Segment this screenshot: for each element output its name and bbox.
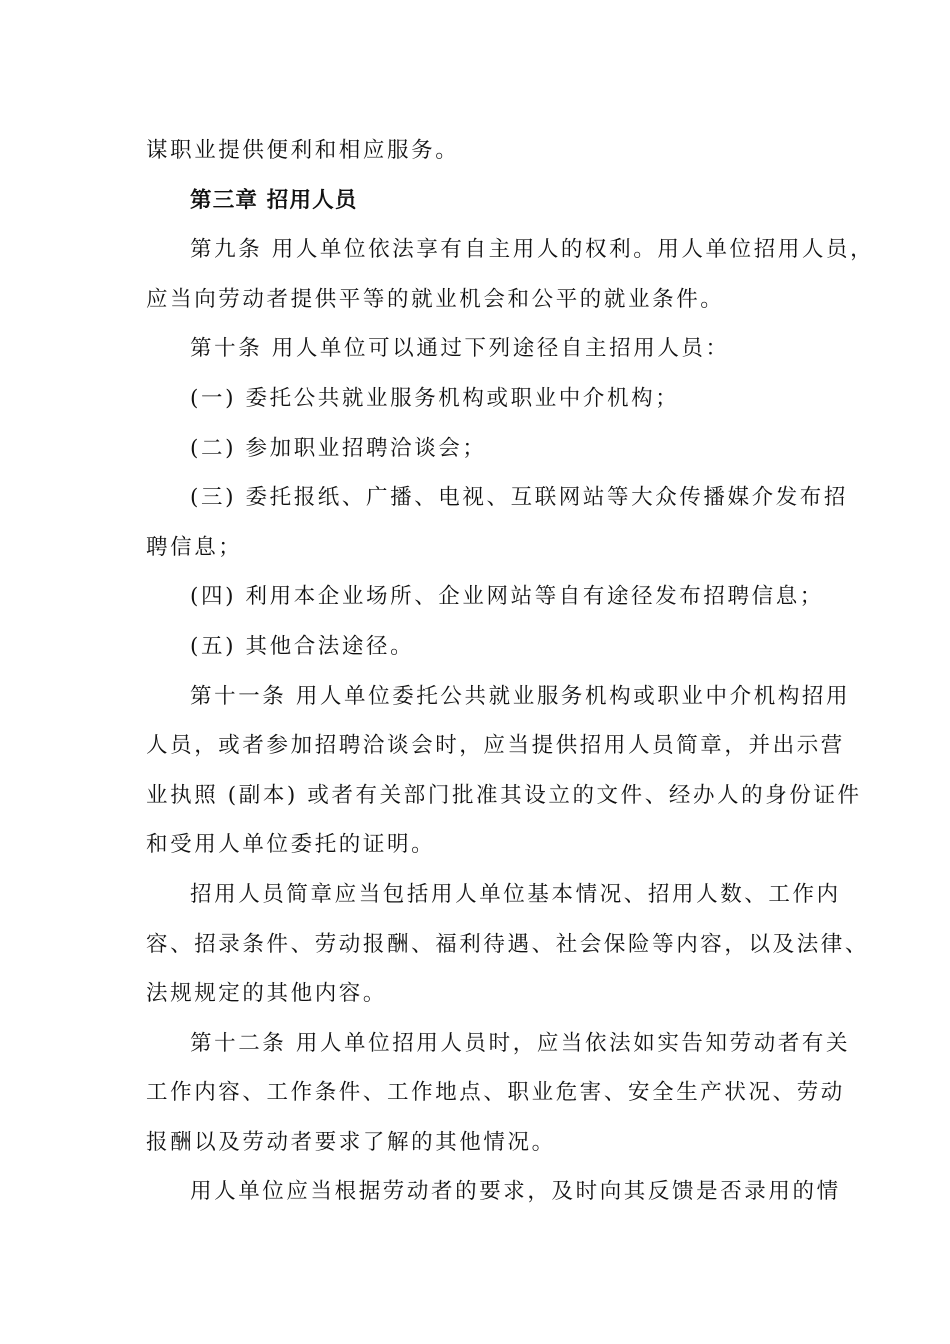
text-line: 第十条 用人单位可以通过下列途径自主招用人员：: [190, 336, 730, 362]
text-line: 业执照 (副本) 或者有关部门批准其设立的文件、经办人的身份证件: [146, 782, 862, 808]
text-line: 谋职业提供便利和相应服务。: [146, 138, 460, 163]
text-line: (五) 其他合法途径。: [190, 633, 415, 659]
text-line: 第九条 用人单位依法享有自主用人的权利。用人单位招用人员，: [190, 237, 875, 263]
text-line: 和受用人单位委托的证明。: [146, 832, 436, 858]
text-line: 人员，或者参加招聘洽谈会时，应当提供招用人员简章，并出示营: [146, 733, 845, 759]
text-line: (二) 参加职业招聘洽谈会；: [190, 435, 487, 461]
text-line: 应当向劳动者提供平等的就业机会和公平的就业条件。: [146, 286, 725, 312]
text-line: 容、招录条件、劳动报酬、福利待遇、社会保险等内容，以及法律、: [146, 931, 870, 957]
text-line: 报酬以及劳动者要求了解的其他情况。: [146, 1129, 556, 1155]
text-line: (一) 委托公共就业服务机构或职业中介机构；: [190, 385, 680, 411]
text-line: 第十一条 用人单位委托公共就业服务机构或职业中介机构招用: [190, 683, 851, 709]
text-line: 招用人员简章应当包括用人单位基本情况、招用人数、工作内: [190, 881, 841, 907]
document-body: [146, 126, 875, 1217]
text-line: (三) 委托报纸、广播、电视、互联网站等大众传播媒介发布招: [190, 485, 849, 511]
text-line: 第十二条 用人单位招用人员时，应当依法如实告知劳动者有关: [190, 1030, 851, 1056]
text-line: 聘信息；: [146, 534, 243, 560]
text-line: (四) 利用本企业场所、企业网站等自有途径发布招聘信息；: [190, 584, 824, 610]
text-line: 工作内容、工作条件、工作地点、职业危害、安全生产状况、劳动: [146, 1080, 845, 1106]
text-line: 法规规定的其他内容。: [146, 981, 388, 1007]
text-line: 用人单位应当根据劳动者的要求，及时向其反馈是否录用的情: [190, 1179, 841, 1205]
chapter-heading: 第三章 招用人员: [190, 187, 358, 213]
